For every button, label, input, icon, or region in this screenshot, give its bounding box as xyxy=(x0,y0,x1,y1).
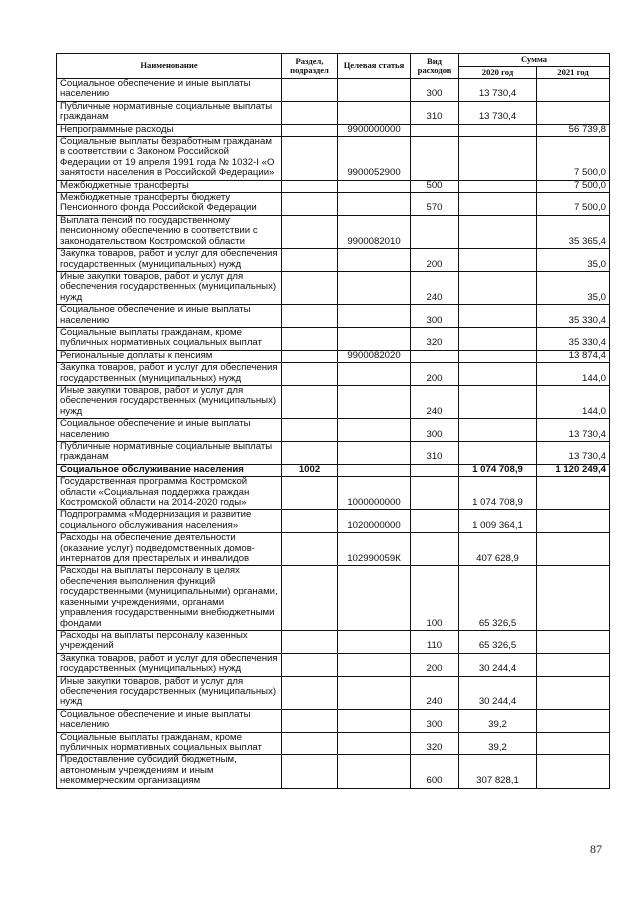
row-name: Иные закупки товаров, работ и услуг для обеспечения государственных (муниципальных) нужд xyxy=(57,676,282,709)
row-target: 102990059К xyxy=(338,533,411,566)
row-target xyxy=(338,385,411,418)
row-section xyxy=(282,305,338,328)
table-body xyxy=(57,79,610,789)
row-sum-2021 xyxy=(537,566,610,630)
table-row xyxy=(57,137,610,181)
row-name: Социальное обеспечение и иные выплаты населению xyxy=(57,79,282,102)
row-section xyxy=(282,271,338,304)
row-name: Социальное обслуживание населения xyxy=(57,464,282,476)
row-name: Расходы на выплаты персоналу в целях обеспечения выполнения функций государственными (муниципальными) органами, казенными учреждениями, органами управления государственными внебюджетными фондами xyxy=(57,566,282,630)
row-kind: 300 xyxy=(411,709,459,732)
row-sum-2020: 39,2 xyxy=(459,732,537,755)
row-sum-2020 xyxy=(459,385,537,418)
table-row xyxy=(57,327,610,350)
row-sum-2020: 1 074 708,9 xyxy=(459,477,537,510)
row-section: 1002 xyxy=(282,464,338,476)
row-kind: 320 xyxy=(411,732,459,755)
row-section xyxy=(282,101,338,124)
table-row xyxy=(57,180,610,192)
row-kind xyxy=(411,350,459,362)
table-row xyxy=(57,755,610,788)
row-name: Государственная программа Костромской области «Социальная поддержка граждан Костромской области на 2014-2020 годы» xyxy=(57,477,282,510)
row-target xyxy=(338,271,411,304)
row-name: Закупка товаров, работ и услуг для обеспечения государственных (муниципальных) нужд xyxy=(57,653,282,676)
row-sum-2021 xyxy=(537,709,610,732)
table-row xyxy=(57,79,610,102)
table-row xyxy=(57,709,610,732)
header-year-2021: 2021 год xyxy=(537,66,610,79)
row-sum-2021 xyxy=(537,79,610,102)
row-name: Подпрограмма «Модернизация и развитие социального обслуживания населения» xyxy=(57,510,282,533)
row-target xyxy=(338,101,411,124)
budget-table-sheet xyxy=(56,53,609,789)
row-sum-2020: 13 730,4 xyxy=(459,101,537,124)
row-section xyxy=(282,709,338,732)
row-target: 9900082010 xyxy=(338,215,411,248)
row-target xyxy=(338,755,411,788)
row-sum-2021: 35,0 xyxy=(537,249,610,272)
row-name: Социальное обеспечение и иные выплаты населению xyxy=(57,709,282,732)
row-sum-2020 xyxy=(459,363,537,386)
row-sum-2021: 144,0 xyxy=(537,363,610,386)
row-section xyxy=(282,79,338,102)
row-sum-2020 xyxy=(459,350,537,362)
budget-table xyxy=(56,53,610,789)
row-sum-2021: 13 730,4 xyxy=(537,442,610,465)
table-row xyxy=(57,477,610,510)
row-target: 9900052900 xyxy=(338,137,411,181)
row-kind xyxy=(411,124,459,136)
header-kind: Вид расходов xyxy=(411,54,459,79)
header-name: Наименование xyxy=(57,54,282,79)
row-kind xyxy=(411,464,459,476)
row-kind xyxy=(411,215,459,248)
table-row xyxy=(57,350,610,362)
row-target xyxy=(338,630,411,653)
row-section xyxy=(282,124,338,136)
row-section xyxy=(282,350,338,362)
row-sum-2021 xyxy=(537,676,610,709)
row-sum-2020 xyxy=(459,137,537,181)
row-sum-2020: 13 730,4 xyxy=(459,79,537,102)
table-row xyxy=(57,124,610,136)
row-name: Расходы на обеспечение деятельности (оказание услуг) подведомственных домов-интернатов для престарелых и инвалидов xyxy=(57,533,282,566)
row-kind: 300 xyxy=(411,305,459,328)
row-section xyxy=(282,533,338,566)
row-kind: 310 xyxy=(411,442,459,465)
row-target xyxy=(338,180,411,192)
row-sum-2021: 35 330,4 xyxy=(537,327,610,350)
row-name: Непрограммные расходы xyxy=(57,124,282,136)
row-sum-2020 xyxy=(459,124,537,136)
row-name: Закупка товаров, работ и услуг для обеспечения государственных (муниципальных) нужд xyxy=(57,363,282,386)
row-kind: 300 xyxy=(411,419,459,442)
row-name: Расходы на выплаты персоналу казенных учреждений xyxy=(57,630,282,653)
row-section xyxy=(282,653,338,676)
row-sum-2020 xyxy=(459,442,537,465)
table-row xyxy=(57,676,610,709)
row-target: 1000000000 xyxy=(338,477,411,510)
table-row xyxy=(57,442,610,465)
header-sum: Сумма xyxy=(459,54,610,67)
row-section xyxy=(282,385,338,418)
table-row xyxy=(57,193,610,216)
row-name: Социальные выплаты безработным гражданам в соответствии с Законом Российской Федерации от 19 апреля 1991 года № 1032-I «О занятости населения в Российской Федерации» xyxy=(57,137,282,181)
row-sum-2020: 65 326,5 xyxy=(459,630,537,653)
row-sum-2020 xyxy=(459,305,537,328)
row-section xyxy=(282,327,338,350)
row-kind: 570 xyxy=(411,193,459,216)
row-sum-2021: 56 739,8 xyxy=(537,124,610,136)
row-target xyxy=(338,676,411,709)
row-kind: 500 xyxy=(411,180,459,192)
row-target xyxy=(338,464,411,476)
row-section xyxy=(282,732,338,755)
row-target: 1020000000 xyxy=(338,510,411,533)
row-name: Социальное обеспечение и иные выплаты населению xyxy=(57,305,282,328)
row-sum-2021: 13 730,4 xyxy=(537,419,610,442)
row-sum-2020: 30 244,4 xyxy=(459,676,537,709)
row-target xyxy=(338,249,411,272)
row-kind xyxy=(411,137,459,181)
table-row xyxy=(57,566,610,630)
row-sum-2020 xyxy=(459,419,537,442)
row-target xyxy=(338,193,411,216)
row-section xyxy=(282,249,338,272)
table-header xyxy=(57,54,610,79)
row-section xyxy=(282,630,338,653)
row-kind: 310 xyxy=(411,101,459,124)
row-sum-2021 xyxy=(537,477,610,510)
table-row xyxy=(57,305,610,328)
row-name: Социальное обеспечение и иные выплаты населению xyxy=(57,419,282,442)
header-section: Раздел, подраздел xyxy=(282,54,338,79)
row-kind: 200 xyxy=(411,653,459,676)
row-target xyxy=(338,653,411,676)
row-name: Предоставление субсидий бюджетным, автономным учреждениям и иным некоммерческим организациям xyxy=(57,755,282,788)
row-sum-2021 xyxy=(537,630,610,653)
row-sum-2020: 1 074 708,9 xyxy=(459,464,537,476)
row-target xyxy=(338,732,411,755)
page-number: 87 xyxy=(590,842,602,856)
row-sum-2021: 7 500,0 xyxy=(537,193,610,216)
row-name: Публичные нормативные социальные выплаты гражданам xyxy=(57,442,282,465)
row-name: Межбюджетные трансферты бюджету Пенсионного фонда Российской Федерации xyxy=(57,193,282,216)
table-row xyxy=(57,533,610,566)
row-sum-2021 xyxy=(537,510,610,533)
row-kind: 600 xyxy=(411,755,459,788)
table-row xyxy=(57,271,610,304)
row-target xyxy=(338,79,411,102)
row-sum-2021: 13 874,4 xyxy=(537,350,610,362)
row-section xyxy=(282,510,338,533)
row-section xyxy=(282,755,338,788)
row-section xyxy=(282,419,338,442)
row-target xyxy=(338,709,411,732)
header-target: Целевая статья xyxy=(338,54,411,79)
row-target: 9900000000 xyxy=(338,124,411,136)
row-section xyxy=(282,193,338,216)
table-row xyxy=(57,385,610,418)
row-sum-2020: 39,2 xyxy=(459,709,537,732)
row-name: Межбюджетные трансферты xyxy=(57,180,282,192)
row-target xyxy=(338,327,411,350)
row-sum-2021: 7 500,0 xyxy=(537,180,610,192)
row-name: Социальные выплаты гражданам, кроме публичных нормативных социальных выплат xyxy=(57,327,282,350)
row-target xyxy=(338,305,411,328)
row-sum-2020 xyxy=(459,271,537,304)
row-target xyxy=(338,566,411,630)
table-row xyxy=(57,419,610,442)
row-sum-2021: 35 330,4 xyxy=(537,305,610,328)
row-sum-2020: 30 244,4 xyxy=(459,653,537,676)
row-kind xyxy=(411,477,459,510)
table-row xyxy=(57,464,610,476)
table-row xyxy=(57,249,610,272)
row-name: Социальные выплаты гражданам, кроме публичных нормативных социальных выплат xyxy=(57,732,282,755)
row-section xyxy=(282,477,338,510)
table-row xyxy=(57,653,610,676)
row-target xyxy=(338,442,411,465)
row-sum-2021 xyxy=(537,101,610,124)
row-sum-2021 xyxy=(537,653,610,676)
row-sum-2020: 307 828,1 xyxy=(459,755,537,788)
table-row xyxy=(57,510,610,533)
row-name: Региональные доплаты к пенсиям xyxy=(57,350,282,362)
row-target: 9900082020 xyxy=(338,350,411,362)
row-kind xyxy=(411,533,459,566)
row-kind: 200 xyxy=(411,249,459,272)
table-row xyxy=(57,101,610,124)
row-kind: 240 xyxy=(411,676,459,709)
row-sum-2020 xyxy=(459,193,537,216)
row-sum-2021: 144,0 xyxy=(537,385,610,418)
row-target xyxy=(338,419,411,442)
row-sum-2021: 35,0 xyxy=(537,271,610,304)
row-target xyxy=(338,363,411,386)
row-kind: 320 xyxy=(411,327,459,350)
row-section xyxy=(282,180,338,192)
row-kind: 240 xyxy=(411,271,459,304)
row-sum-2021: 1 120 249,4 xyxy=(537,464,610,476)
row-kind: 240 xyxy=(411,385,459,418)
row-section xyxy=(282,676,338,709)
row-sum-2020: 1 009 364,1 xyxy=(459,510,537,533)
row-name: Выплата пенсий по государственному пенсионному обеспечению в соответствии с законодательством Костромской области xyxy=(57,215,282,248)
row-sum-2020 xyxy=(459,327,537,350)
row-section xyxy=(282,442,338,465)
row-name: Иные закупки товаров, работ и услуг для обеспечения государственных (муниципальных) нужд xyxy=(57,385,282,418)
row-name: Иные закупки товаров, работ и услуг для обеспечения государственных (муниципальных) нужд xyxy=(57,271,282,304)
table-row xyxy=(57,732,610,755)
row-sum-2021 xyxy=(537,533,610,566)
row-kind: 100 xyxy=(411,566,459,630)
row-section xyxy=(282,215,338,248)
row-name: Закупка товаров, работ и услуг для обеспечения государственных (муниципальных) нужд xyxy=(57,249,282,272)
table-row xyxy=(57,630,610,653)
row-sum-2020 xyxy=(459,249,537,272)
row-kind xyxy=(411,510,459,533)
row-section xyxy=(282,363,338,386)
row-kind: 110 xyxy=(411,630,459,653)
row-kind: 200 xyxy=(411,363,459,386)
row-sum-2020 xyxy=(459,215,537,248)
row-sum-2020 xyxy=(459,180,537,192)
table-row xyxy=(57,215,610,248)
row-sum-2021 xyxy=(537,732,610,755)
row-section xyxy=(282,137,338,181)
row-section xyxy=(282,566,338,630)
row-name: Публичные нормативные социальные выплаты гражданам xyxy=(57,101,282,124)
row-sum-2021 xyxy=(537,755,610,788)
row-sum-2020: 407 628,9 xyxy=(459,533,537,566)
table-row xyxy=(57,363,610,386)
row-kind: 300 xyxy=(411,79,459,102)
row-sum-2021: 35 365,4 xyxy=(537,215,610,248)
row-sum-2021: 7 500,0 xyxy=(537,137,610,181)
row-sum-2020: 65 326,5 xyxy=(459,566,537,630)
header-year-2020: 2020 год xyxy=(459,66,537,79)
